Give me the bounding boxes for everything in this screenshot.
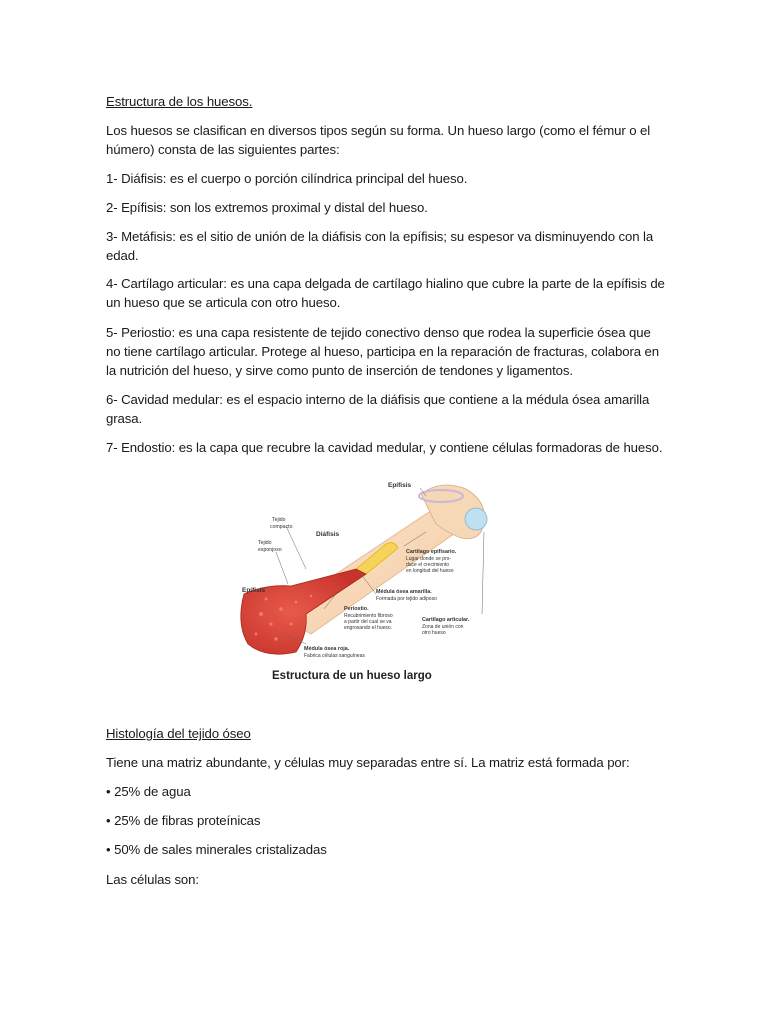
item-cavidad-medular: 6- Cavidad medular: es el espacio interno de la diáfisis que contiene a la médula ósea amarilla grasa. [106, 392, 650, 426]
label-cartilago-articular: Cartílago articular. [422, 617, 470, 623]
articular-cartilage [465, 508, 487, 530]
long-bone-diagram [236, 474, 492, 670]
section-title-structure: Estructura de los huesos. [106, 94, 253, 109]
figure-caption: Estructura de un hueso largo [272, 670, 432, 682]
list-item [106, 811, 666, 830]
section-histology [106, 724, 666, 743]
list-item [106, 274, 666, 312]
section-title-histology: Histología del tejido óseo [106, 726, 251, 741]
label-medula-roja: Médula ósea roja. [304, 646, 350, 652]
histology-intro [106, 753, 666, 772]
item-periostio: 5- Periostio: es una capa resistente de tejido conectivo denso que rodea la superficie ósea que no tiene cartílago articular. Protege al hueso, participa en la reparación de fracturas, colabora en la nutrición del hueso, y sirve como punto de inserción de tendones y ligamentos. [106, 325, 660, 378]
label-cartilago-articular-2: otro hueso [422, 630, 446, 636]
label-epifisis-left: Epífisis [242, 587, 266, 594]
label-cartilago-articular-1: Zona de unión con [422, 624, 464, 630]
label-cartilago-epifisario-3: en longitud del hueso [406, 568, 454, 574]
label-tejido-compacto-2: compacto [270, 524, 293, 530]
label-cartilago-epifisario-2: duce el crecimiento [406, 562, 450, 568]
bullet-agua: • 25% de agua [106, 784, 191, 799]
label-diafisis: Diáfisis [316, 531, 340, 538]
item-diafisis: 1- Diáfisis: es el cuerpo o porción cilíndrica principal del hueso. [106, 171, 468, 186]
section-structure [106, 92, 666, 111]
bullet-sales: • 50% de sales minerales cristalizadas [106, 842, 327, 857]
intro-paragraph [106, 121, 666, 159]
label-periostio: Periostio. [344, 606, 369, 612]
list-item [106, 390, 666, 428]
item-metafisis: 3- Metáfisis: es el sitio de unión de la diáfisis con la epífisis; su espesor va disminuyendo con la edad. [106, 229, 654, 263]
cells-label: Las células son: [106, 872, 199, 887]
label-tejido-esponjoso-2: esponjoso [258, 547, 282, 553]
list-item [106, 227, 666, 265]
bullet-fibras: • 25% de fibras proteínicas [106, 813, 261, 828]
list-item [106, 438, 666, 457]
label-cartilago-epifisario: Cartílago epifisario. [406, 549, 457, 555]
label-periostio-1: Recubrimiento fibroso [344, 613, 393, 619]
list-item [106, 198, 666, 217]
list-item [106, 323, 666, 380]
label-periostio-2: a partir del cual se va [344, 619, 392, 625]
list-item [106, 840, 666, 859]
list-item [106, 782, 666, 801]
item-epifisis: 2- Epífisis: son los extremos proximal y distal del hueso. [106, 200, 428, 215]
label-epifisis-top: Epífisis [388, 482, 412, 489]
intro-text: Los huesos se clasifican en diversos tipos según su forma. Un hueso largo (como el fémur o el húmero) consta de las siguientes partes: [106, 123, 651, 157]
list-item [106, 169, 666, 188]
label-cartilago-epifisario-1: Lugar donde se pro- [406, 556, 452, 562]
label-periostio-3: engrosando el hueso. [344, 625, 393, 631]
item-endostio: 7- Endostio: es la capa que recubre la cavidad medular, y contiene células formadoras de hueso. [106, 440, 663, 455]
cells-label-block [106, 870, 666, 889]
item-cartilago-articular: 4- Cartílago articular: es una capa delgada de cartílago hialino que cubre la parte de la epífisis de un hueso que se articula con otro hueso. [106, 276, 665, 310]
label-tejido-esponjoso-1: Tejido [258, 540, 272, 546]
histology-intro-text: Tiene una matriz abundante, y células muy separadas entre sí. La matriz está formada por: [106, 755, 630, 770]
label-medula-amarilla: Médula ósea amarilla. [376, 589, 432, 595]
label-tejido-compacto-1: Tejido [272, 517, 286, 523]
label-medula-amarilla-1: Formada por tejido adiposo [376, 596, 437, 602]
label-medula-roja-1: Fabrica células sanguíneas [304, 653, 365, 659]
